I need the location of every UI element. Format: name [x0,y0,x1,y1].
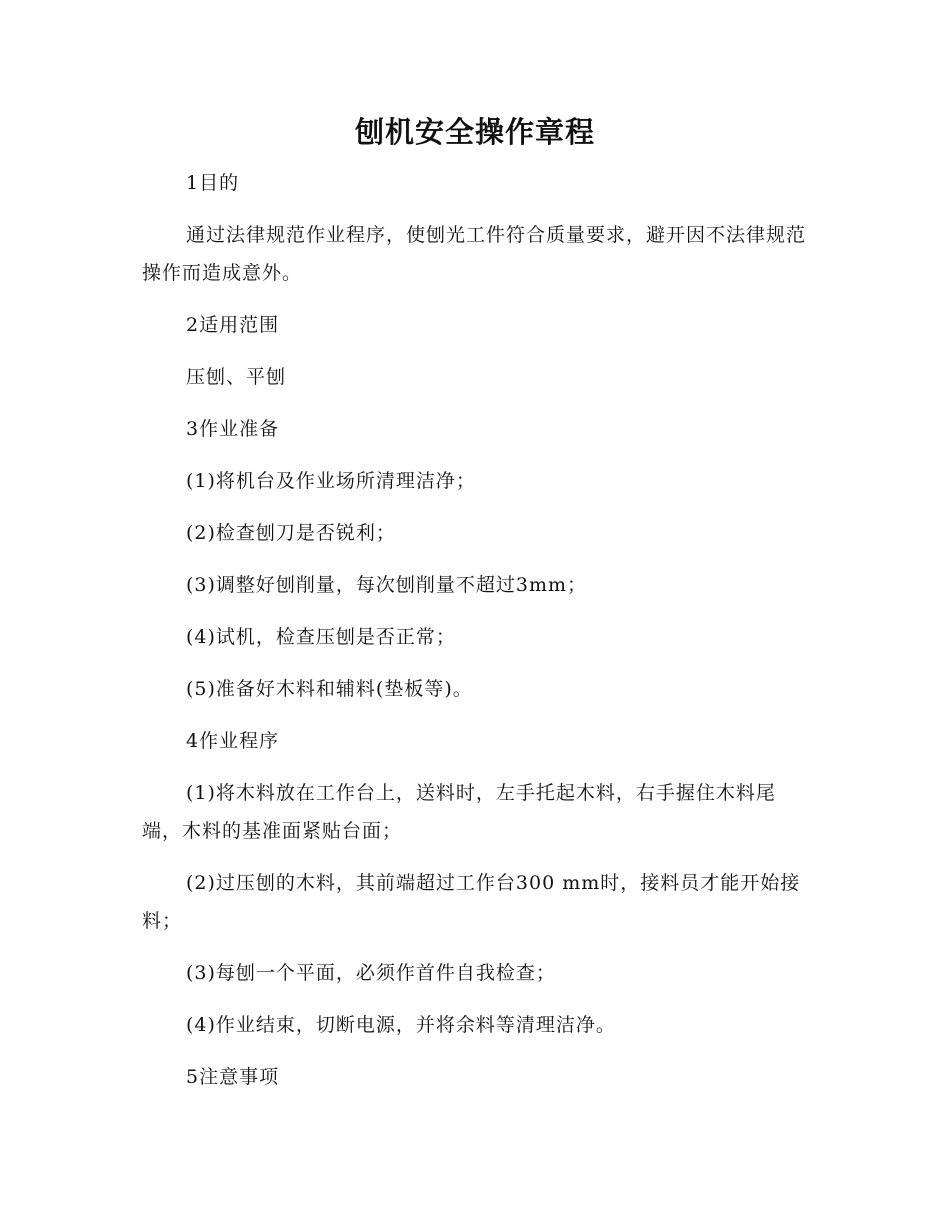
section-heading-scope: 2适用范围 [186,314,280,336]
list-item: (2)过压刨的木料，其前端超过工作台300 mm时，接料员才能开始接料； [142,872,801,932]
list-item: (3)每刨一个平面，必须作首件自我检查； [186,962,556,984]
list-item: (1)将机台及作业场所清理洁净； [186,470,476,492]
list-item: (5)准备好木料和辅料(垫板等)。 [186,678,473,700]
list-item: (3)调整好刨削量，每次刨削量不超过3mm； [186,574,588,596]
paragraph-scope: 压刨、平刨 [186,366,287,388]
list-item: (1)将木料放在工作台上，送料时，左手托起木料，右手握住木料尾端，木料的基准面紧贴台面； [142,782,776,842]
list-item: (4)作业结束，切断电源，并将余料等清理洁净。 [186,1014,616,1036]
list-item: (2)检查刨刀是否锐利； [186,522,396,544]
document-title: 刨机安全操作章程 [354,115,595,149]
section-heading-notes: 5注意事项 [186,1066,280,1088]
section-heading-procedure: 4作业程序 [186,730,280,752]
list-item: (4)试机，检查压刨是否正常； [186,626,456,648]
section-heading-preparation: 3作业准备 [186,418,280,440]
paragraph-purpose: 通过法律规范作业程序，使刨光工件符合质量要求，避开因不法律规范操作而造成意外。 [142,224,807,284]
section-heading-purpose: 1目的 [186,172,240,194]
document-body [142,164,808,1110]
